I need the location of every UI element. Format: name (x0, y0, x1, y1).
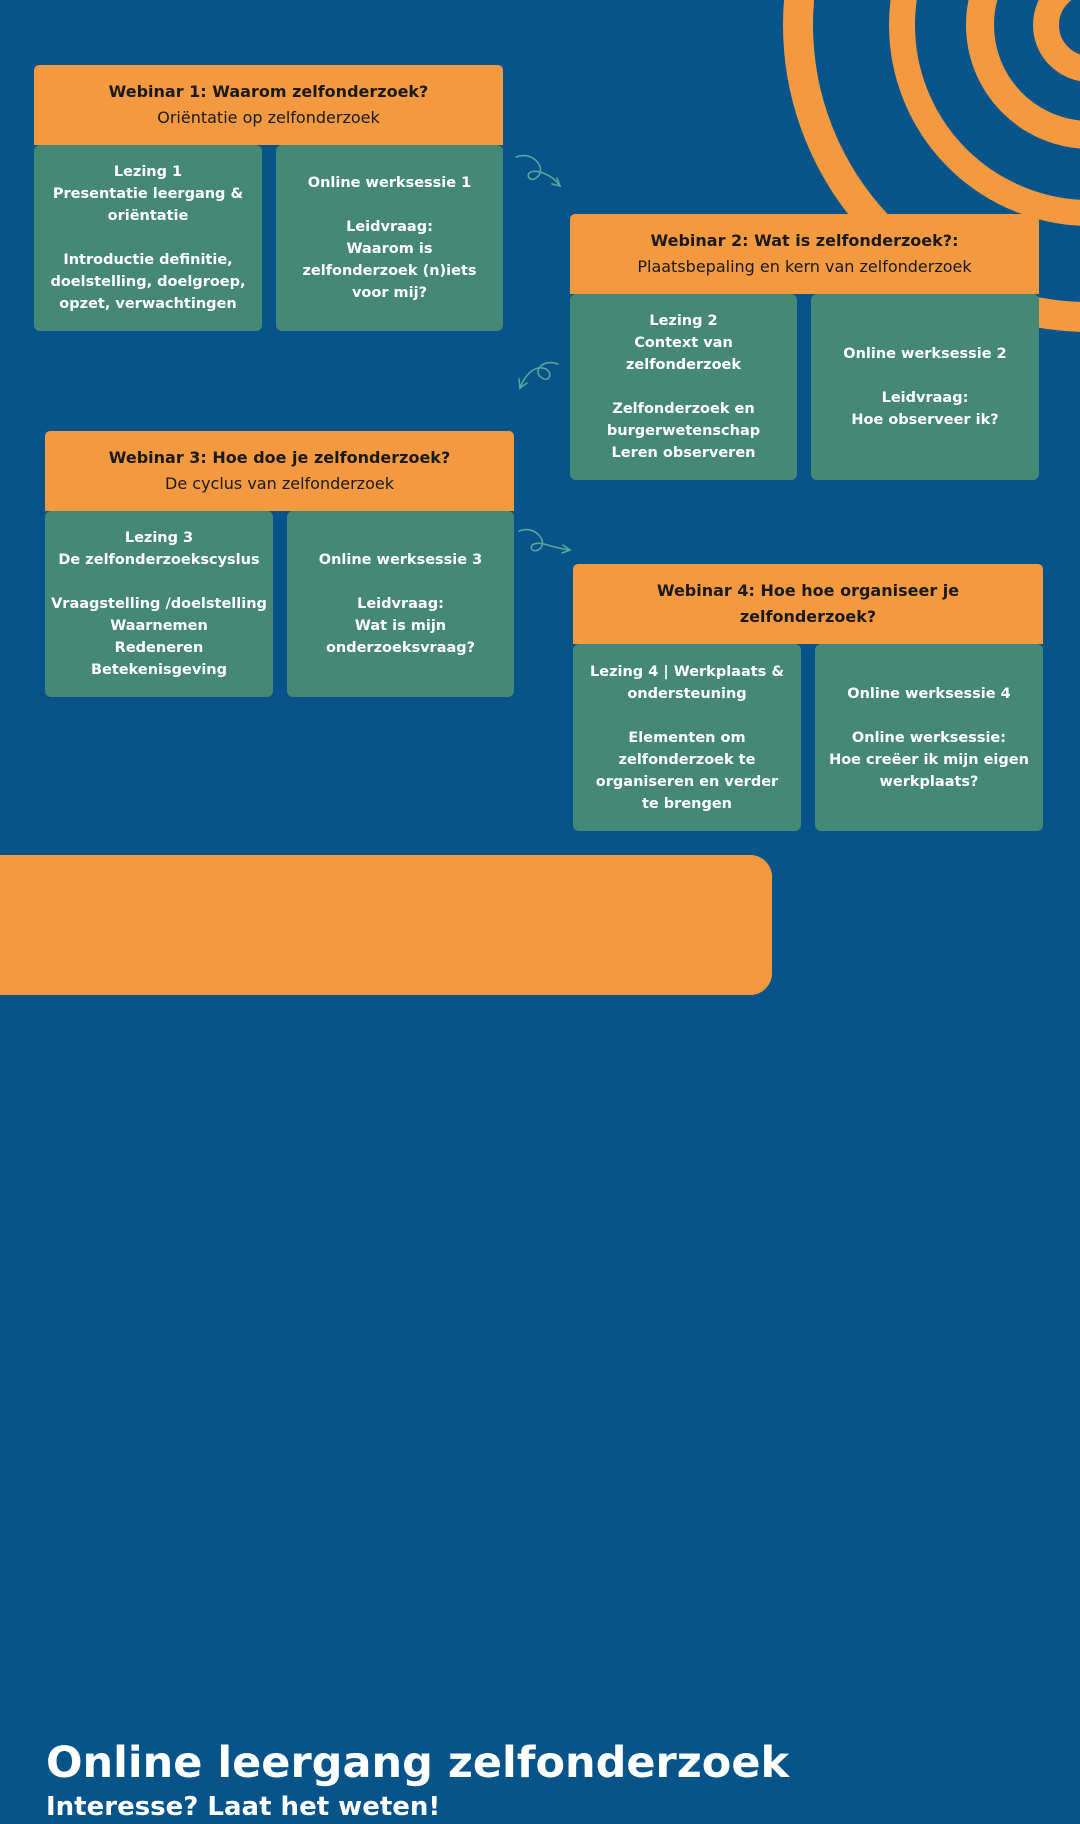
webinar-header (45, 431, 514, 511)
lecture-detail: Elementen om (628, 729, 746, 746)
webinar-subtitle: Plaatsbepaling en kern van zelfonderzoek (637, 257, 972, 276)
lecture-detail: Redeneren (114, 640, 204, 656)
banner-subtitle[interactable]: Interesse? Laat het weten! (46, 1792, 441, 1822)
lecture-detail: burgerwetenschap (606, 423, 761, 439)
lecture-detail: Waarnemen (110, 618, 208, 634)
session-line: voor mij? (351, 285, 428, 301)
session-card (815, 644, 1043, 831)
webinar-header (570, 214, 1039, 294)
session-heading: Online werksessie 1 (307, 175, 472, 191)
lecture-detail: Betekenisgeving (90, 662, 227, 678)
session-line: Hoe observeer ik? (851, 412, 999, 428)
webinar-header (34, 65, 503, 145)
session-line: Hoe creëer ik mijn eigen (829, 751, 1029, 768)
lecture-detail: Introductie definitie, (63, 252, 233, 268)
session-line: Waarom is (346, 241, 433, 257)
lecture-card (34, 145, 262, 331)
connector-arrow-1-2 (516, 156, 560, 186)
lecture-line: oriëntatie (107, 208, 189, 224)
lecture-line: Lezing 3 (124, 530, 194, 546)
lecture-detail: doelstelling, doelgroep, (50, 274, 246, 290)
lecture-line: Presentatie leergang & (52, 186, 244, 202)
lecture-line: ondersteuning (627, 685, 747, 702)
webinar-3 (45, 431, 514, 697)
webinar-title: Webinar 1: Waarom zelfonderzoek? (108, 82, 429, 101)
session-line: zelfonderzoek (n)iets (302, 263, 477, 279)
lecture-detail: te brengen (641, 795, 733, 812)
session-line: Wat is mijn (354, 618, 447, 634)
webinar-title: Webinar 2: Wat is zelfonderzoek?: (650, 231, 959, 250)
webinar-2 (570, 214, 1039, 480)
webinar-subtitle: Oriëntatie op zelfonderzoek (157, 108, 380, 127)
webinar-title: Webinar 4: Hoe hoe organiseer je (656, 581, 960, 600)
webinar-subtitle: zelfonderzoek? (739, 607, 877, 626)
session-card (811, 294, 1039, 480)
webinar-title: Webinar 3: Hoe doe je zelfonderzoek? (108, 448, 451, 467)
lecture-line: zelfonderzoek (625, 357, 742, 373)
lecture-card (570, 294, 797, 480)
lecture-line: Lezing 4 | Werkplaats & (590, 663, 784, 680)
session-line: werkplaats? (879, 773, 979, 790)
webinar-subtitle: De cyclus van zelfonderzoek (165, 474, 394, 493)
session-line: Online werksessie: (851, 729, 1007, 746)
lecture-card (45, 511, 273, 697)
lecture-line: Lezing 1 (113, 164, 183, 180)
lecture-detail: Zelfonderzoek en (612, 401, 755, 417)
session-line: onderzoeksvraag? (325, 640, 476, 656)
lecture-line: De zelfonderzoekscyslus (58, 552, 260, 568)
session-heading: Online werksessie 2 (843, 346, 1007, 362)
lecture-detail: organiseren en verder (595, 773, 779, 790)
lecture-card (573, 644, 801, 831)
lecture-detail: zelfonderzoek te (618, 751, 756, 768)
lecture-detail: opzet, verwachtingen (59, 296, 237, 312)
lecture-detail: Vraagstelling /doelstelling (51, 596, 267, 612)
session-heading: Online werksessie 4 (847, 685, 1011, 702)
session-heading: Online werksessie 3 (318, 552, 483, 568)
lecture-line: Lezing 2 (649, 313, 718, 329)
webinar-4 (573, 564, 1043, 831)
webinar-header (573, 564, 1043, 644)
session-card (287, 511, 514, 697)
connector-arrow-3-4 (519, 530, 570, 551)
session-line: Leidvraag: (357, 596, 444, 612)
session-card (276, 145, 503, 331)
session-line: Leidvraag: (881, 390, 969, 406)
webinar-1 (34, 65, 503, 331)
banner-title: Online leergang zelfonderzoek (46, 1738, 790, 1788)
lecture-line: Context van (634, 335, 733, 351)
lecture-detail: Leren observeren (611, 445, 756, 461)
session-line: Leidvraag: (346, 219, 433, 235)
